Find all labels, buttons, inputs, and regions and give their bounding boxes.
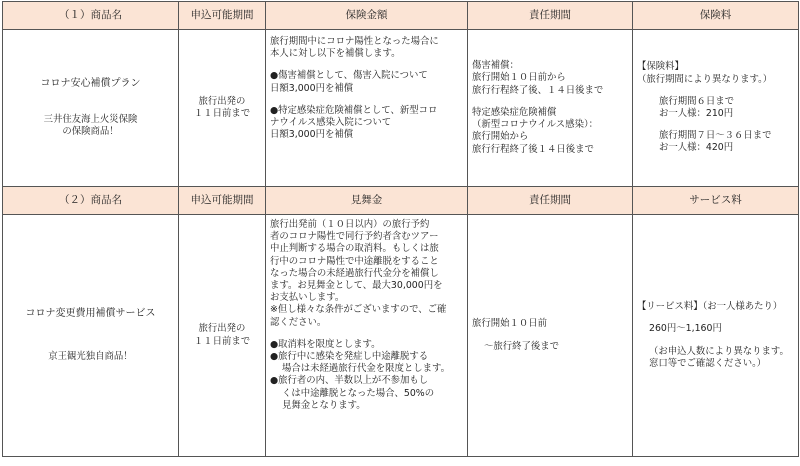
cell-responsibility-2 [468, 215, 633, 457]
cell-product-2 [3, 215, 179, 457]
header-period-2: 申込可能期間 [179, 187, 266, 215]
product-name-1: コロナ安心補償プラン [40, 77, 141, 89]
cell-service-fee-2 [633, 215, 799, 457]
product-row-1 [3, 30, 799, 187]
header-amount-1: 保険金額 [266, 2, 468, 30]
header-responsibility-2: 責任期間 [468, 187, 633, 215]
product-name-2: コロナ変更費用補償サービス [25, 308, 156, 320]
cell-period-1 [179, 30, 266, 187]
header-row-2 [3, 187, 799, 215]
period-1: 旅行出発の １１日前まで [193, 95, 251, 119]
cell-responsibility-1 [468, 30, 633, 187]
cell-product-1 [3, 30, 179, 187]
header-premium-1: 保険料 [633, 2, 799, 30]
header-product-name-1: （１）商品名 [3, 2, 179, 30]
header-product-name-2: （２）商品名 [3, 187, 179, 215]
product-note-2: 京王観光独自商品！ [48, 350, 133, 362]
header-responsibility-1: 責任期間 [468, 2, 633, 30]
header-period-1: 申込可能期間 [179, 2, 266, 30]
header-row-1 [3, 2, 799, 30]
product-row-2 [3, 215, 799, 457]
service-fee-2: 【リービス料】（お一人様あたり） 260円～1,160円 （お申込人数により異なります。 窓口等でご確認ください。） [637, 301, 789, 369]
cell-premium-1 [633, 30, 799, 187]
responsibility-1: 傷害補償： 旅行開始１０日前から 旅行行程終了後、１４日後まで 特定感染症危険補償 （新型コロナウイルス感染）： 旅行開始から 旅行行程終了後１４日後まで [472, 60, 604, 155]
cell-amount-2 [266, 215, 468, 457]
product-note-1: 三井住友海上火災保険 の保険商品！ [43, 113, 138, 138]
period-2: 旅行出発の １１日前まで [193, 323, 251, 347]
product-table [2, 1, 799, 457]
amount-2: 旅行出発前（１０日以内）の旅行予約 者のコロナ陽性で同行予約者含むツアー 中止判断する場合の取消料。もしくは旅 行中のコロナ陽性で中途離脱をすること なった場合の未経過旅行代金分を補償し ます。お見舞金として、最大30,000円を お支払いします。 ※但し様々な条件がございますので、ご確 認ください。 ●取消料を限度とします。 ●旅行中に感染を発症し中途離脱する 場合は未経過旅行代金を限度とします。 ●旅行者の内、半数以上が不参加もし くは中途離脱となった場合、50%の 見舞金となります。 [270, 219, 451, 411]
amount-1: 旅行期間中にコロナ陽性となった場合に 本人に対し以下を補償します。 ●傷害補償として、傷害入院について 日額3,000円を補償 ●特定感染症危険補償として、新型コロ ナウイルス感染入院について 日額3,000円を補償 [270, 36, 439, 141]
cell-amount-1 [266, 30, 468, 187]
header-amount-2: 見舞金 [266, 187, 468, 215]
cell-period-2 [179, 215, 266, 457]
premium-1: 【保険料】 （旅行期間により異なります。） 旅行期間６日まで お一人様：210円 旅行期間７日～３６日まで お一人様：420円 [637, 61, 773, 154]
header-service-fee-2: サービス料 [633, 187, 799, 215]
responsibility-2: 旅行開始１０日前 ～旅行終了後まで [472, 318, 560, 352]
